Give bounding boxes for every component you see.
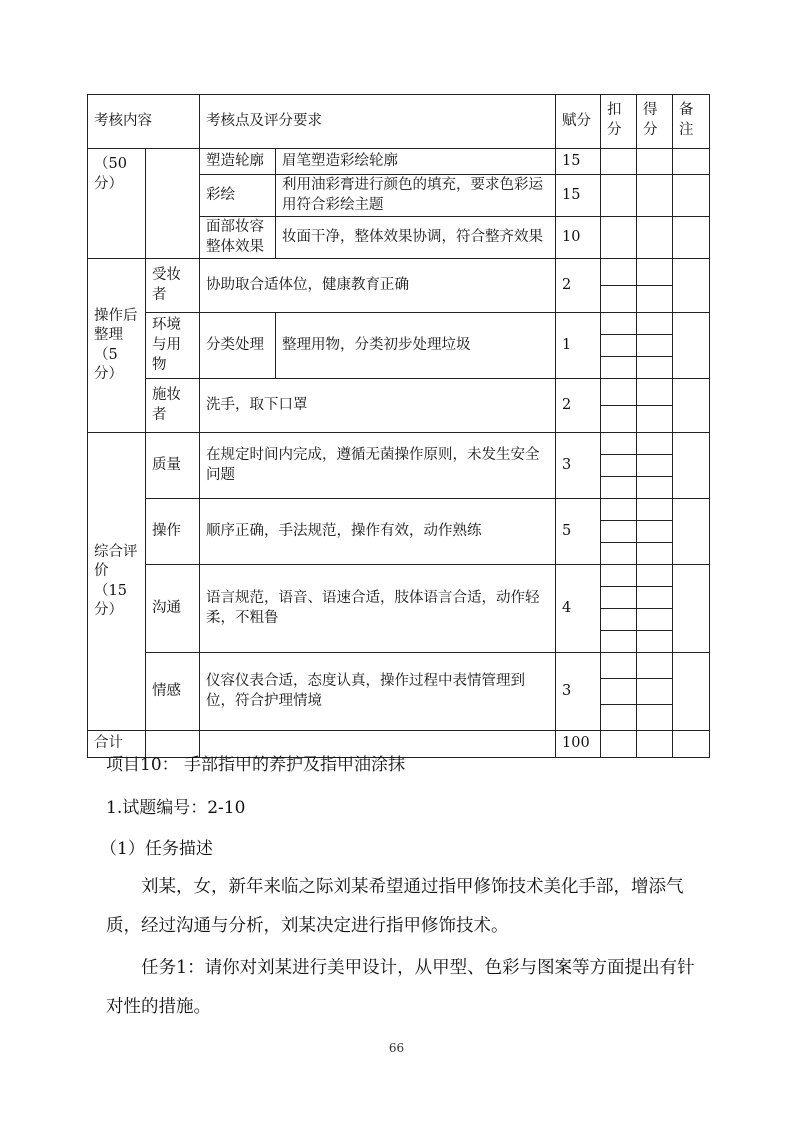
remark-cell [673,499,710,565]
deduct-cell [601,433,637,455]
requirement-cell: 语言规范，语音、语速合适，肢体语言合适，动作轻柔，不粗鲁 [200,565,556,653]
page-number: 66 [388,1041,405,1055]
deduct-cell [601,175,637,217]
table-row [88,565,710,587]
gain-cell [637,565,673,587]
deduct-cell [601,543,637,565]
deduct-cell [601,587,637,609]
header-remark: 备注 [673,95,710,149]
gain-cell [637,259,673,286]
sub-cell: 受妆者 [146,259,200,313]
paragraph-scenario: 刘某，女，新年来临之际刘某希望通过指甲修饰技术美化手部，增添气质，经过沟通与分析，刘某决定进行指甲修饰技术。 [106,877,684,936]
task-description-heading: （1）任务描述 [100,839,213,859]
table-header-row [88,95,710,149]
deduct-cell [601,521,637,543]
table-row [88,149,710,175]
item-cell: 彩绘 [200,175,276,217]
requirement-cell: 整理用物，分类初步处理垃圾 [276,313,556,379]
sub-cell: 操作 [146,499,200,565]
gain-cell [637,406,673,433]
item-cell: 面部妆容整体效果 [200,217,276,259]
requirement-cell: 妆面干净，整体效果协调，符合整齐效果 [276,217,556,259]
header-gain: 得分 [637,95,673,149]
score-cell: 10 [556,217,601,259]
requirement-cell: 顺序正确，手法规范，操作有效，动作熟练 [200,499,556,565]
deduct-cell [601,379,637,406]
category-overall: 综合评价（15分） [88,433,146,731]
gain-cell [637,543,673,565]
deduct-cell [601,357,637,379]
deduct-cell [601,679,637,705]
requirement-cell: 在规定时间内完成，遵循无菌操作原则，未发生安全问题 [200,433,556,499]
requirement-cell: 利用油彩膏进行颜色的填充，要求色彩运用符合彩绘主题 [276,175,556,217]
item-cell: 分类处理 [200,313,276,379]
sub-cell: 质量 [146,433,200,499]
table-row [88,499,710,521]
remark-cell [673,259,710,313]
score-cell: 2 [556,379,601,433]
gain-cell [637,379,673,406]
total-label: 合计 [88,731,146,758]
deduct-cell [601,259,637,286]
score-cell: 15 [556,149,601,175]
gain-cell [637,175,673,217]
table-row [88,653,710,679]
gain-cell [637,335,673,357]
header-criteria: 考核点及评分要求 [200,95,556,149]
deduct-cell [601,731,637,758]
gain-cell [637,521,673,543]
deduct-cell [601,477,637,499]
deduct-cell [601,217,637,259]
remark-cell [673,433,710,499]
gain-cell [637,357,673,379]
deduct-cell [601,313,637,335]
question-number: 1.试题编号：2-10 [106,798,246,818]
gain-cell [637,705,673,731]
score-cell: 3 [556,433,601,499]
table-row [88,433,710,455]
item-cell: 塑造轮廓 [200,149,276,175]
requirement-cell: 协助取合适体位，健康教育正确 [200,259,556,313]
gain-cell [637,286,673,313]
score-cell: 15 [556,175,601,217]
gain-cell [637,679,673,705]
deduct-cell [601,335,637,357]
remark-cell [673,175,710,217]
deduct-cell [601,705,637,731]
gain-cell [637,455,673,477]
deduct-cell [601,499,637,521]
gain-cell [637,609,673,631]
gain-cell [637,217,673,259]
sub-cell: 沟通 [146,565,200,653]
score-cell: 3 [556,653,601,731]
header-deduct: 扣分 [601,95,637,149]
score-cell: 4 [556,565,601,653]
gain-cell [637,149,673,175]
deduct-cell [601,406,637,433]
sub-cell: 环境与用物 [146,313,200,379]
deduct-cell [601,455,637,477]
gain-cell [637,631,673,653]
table-row [88,259,710,286]
deduct-cell [601,609,637,631]
category-cont: （50分） [88,149,146,259]
requirement-cell: 仪容仪表合适，态度认真，操作过程中表情管理到位，符合护理情境 [200,653,556,731]
project-heading: 项目10： 手部指甲的养护及指甲油涂抹 [106,755,406,775]
score-cell: 5 [556,499,601,565]
deduct-cell [601,631,637,653]
category-after: 操作后整理（5分） [88,259,146,433]
remark-cell [673,313,710,379]
remark-cell [673,565,710,653]
paragraph-task-1: 任务1：请你对刘某进行美甲设计，从甲型、色彩与图案等方面提出有针对性的措施。 [106,958,695,1017]
gain-cell [637,587,673,609]
table-row [88,379,710,406]
remark-cell [673,379,710,433]
gain-cell [637,731,673,758]
sub-cell: 情感 [146,653,200,731]
deduct-cell [601,653,637,679]
gain-cell [637,433,673,455]
remark-cell [673,653,710,731]
header-content: 考核内容 [88,95,200,149]
gain-cell [637,499,673,521]
score-cell: 2 [556,259,601,313]
remark-cell [673,731,710,758]
deduct-cell [601,149,637,175]
deduct-cell [601,286,637,313]
requirement-cell: 眉笔塑造彩绘轮廓 [276,149,556,175]
header-score: 赋分 [556,95,601,149]
deduct-cell [601,565,637,587]
gain-cell [637,477,673,499]
gain-cell [637,313,673,335]
requirement-cell: 洗手，取下口罩 [200,379,556,433]
gain-cell [637,653,673,679]
score-cell: 1 [556,313,601,379]
remark-cell [673,217,710,259]
remark-cell [673,149,710,175]
table-row [88,313,710,335]
empty-cell [146,149,200,259]
total-score: 100 [556,731,601,758]
sub-cell: 施妆者 [146,379,200,433]
scoring-table [87,94,710,758]
